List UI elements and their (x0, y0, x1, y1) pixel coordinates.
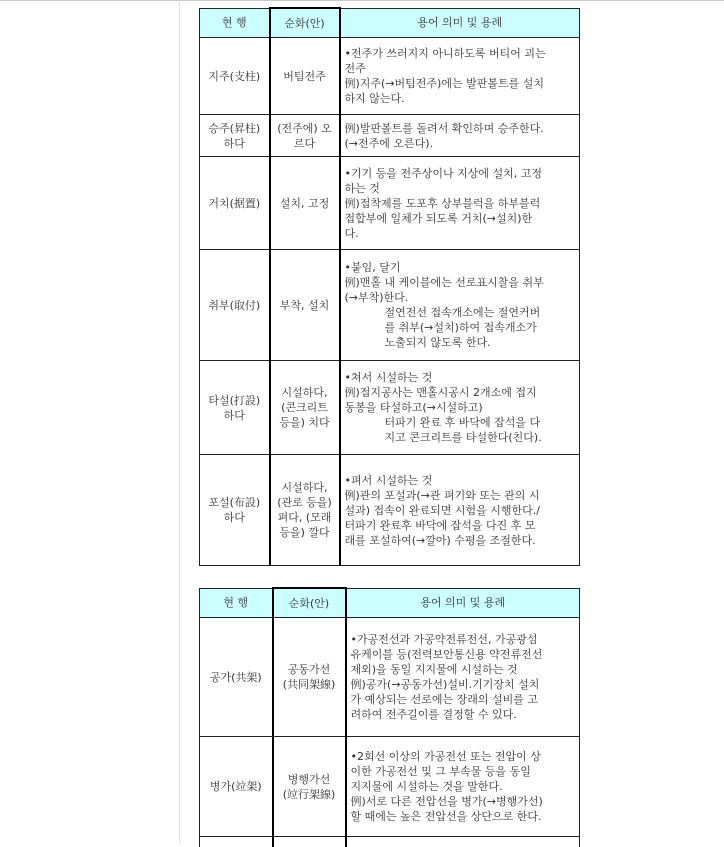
empty-cell (346, 837, 580, 847)
current-term-text: 거치(据置) (204, 196, 265, 211)
current-term-text: 병가(竝架) (204, 779, 268, 794)
purified-term-text: 펴다, (모래 (275, 510, 335, 525)
table-row-cutoff (200, 837, 580, 847)
meaning-usage-cell (346, 618, 580, 737)
meaning-line: •2회선 이상의 가공전선 또는 전압이 상 (351, 749, 576, 764)
table-row (200, 737, 580, 837)
page-top-border (0, 0, 724, 1)
meaning-line: 例)공가(→공동가선)설비.기기장치 설치 (351, 677, 576, 692)
purified-term-cell (270, 361, 340, 455)
header-purified-term: 순화(안) (273, 588, 346, 618)
purified-term-text: 시설하다, (275, 480, 335, 495)
table-row (200, 115, 580, 157)
table-row (200, 250, 580, 361)
empty-cell (273, 837, 346, 847)
current-term-text: 포설(布設) (204, 495, 265, 510)
purified-term-text: 등을) 깔다 (275, 525, 335, 540)
meaning-line: 例)발판볼트를 돌려서 확인하며 승주한다. (345, 121, 576, 136)
current-term-cell (200, 115, 270, 157)
purified-term-text: (전주에) 오 (275, 121, 335, 136)
meaning-line: •전주가 쓰러지지 아니하도록 버티어 괴는 (345, 46, 576, 61)
meaning-usage-cell (340, 157, 580, 250)
header-meaning-usage: 용어 의미 및 용례 (346, 588, 580, 618)
meaning-line: 래를 포설하여(→깔아) 수평을 조절한다. (345, 533, 576, 548)
purified-term-cell (273, 737, 346, 837)
meaning-line: 절연전선 접속개소에는 절연커버 (345, 305, 576, 320)
current-term-cell (200, 38, 270, 115)
current-term-cell (200, 157, 270, 250)
meaning-line: 例)관의 포설과(→관 펴기와 또는 관의 시 (345, 488, 576, 503)
meaning-line: 설과) 접속이 완료되면 시험을 시행한다./ (345, 503, 576, 518)
purified-term-text: 부착, 설치 (275, 298, 335, 313)
meaning-usage-cell (340, 115, 580, 157)
meaning-line: •펴서 시설하는 것 (345, 473, 576, 488)
table-row (200, 157, 580, 250)
current-term-text: 공가(共架) (204, 670, 268, 685)
purified-term-text: (콘크리트 (275, 400, 335, 415)
table-row (200, 618, 580, 737)
meaning-line: •붙임, 달기 (345, 260, 576, 275)
current-term-cell (200, 455, 270, 566)
purified-term-cell (273, 618, 346, 737)
meaning-line: 例)맨홀 내 케이블에는 선로표시찰을 취부 (345, 275, 576, 290)
purified-term-cell (270, 115, 340, 157)
meaning-line: 이한 가공전선 및 그 부속물 등을 동일 (351, 764, 576, 779)
meaning-line: 하는 것 (345, 181, 576, 196)
purified-term-cell (270, 38, 340, 115)
current-term-cell (200, 361, 270, 455)
meaning-line: 例)서로 다른 전압선을 병가(→병행가선) (351, 794, 576, 809)
header-current-term: 현 행 (200, 8, 270, 38)
current-term-cell (200, 618, 273, 737)
meaning-line: 전주 (345, 61, 576, 76)
header-purified-term: 순화(안) (270, 8, 340, 38)
purified-term-text: 병행가선 (278, 772, 341, 787)
purified-term-text: 등을) 치다 (275, 415, 335, 430)
current-term-text: 타설(打設) (204, 393, 265, 408)
meaning-line: 例)지주(→버팀전주)에는 발판볼트를 설치 (345, 76, 576, 91)
meaning-usage-cell (340, 38, 580, 115)
meaning-line: (→전주에 오른다). (345, 136, 576, 151)
purified-term-text: (관로 등을) (275, 495, 335, 510)
meaning-line: 지지물에 시설하는 것을 말한다. (351, 779, 576, 794)
empty-cell (200, 837, 273, 847)
current-term-cell (200, 250, 270, 361)
meaning-line: •가공전선과 가공약전류전선, 가공광섬 (351, 632, 576, 647)
header-current-term: 현 행 (200, 588, 273, 618)
table-row (200, 455, 580, 566)
meaning-usage-cell (340, 250, 580, 361)
meaning-line: 例)접지공사는 맨홀시공시 2개소에 접지 (345, 385, 576, 400)
purified-term-text: (共同架線) (278, 677, 341, 692)
meaning-line: 접합부에 일체가 되도록 거치(→설치)한 (345, 211, 576, 226)
purified-term-text: 르다 (275, 136, 335, 151)
table-row (200, 361, 580, 455)
meaning-line: 지고 콘크리트를 타설한다(친다). (345, 430, 576, 445)
terms-table-1 (199, 7, 580, 566)
purified-term-cell (270, 250, 340, 361)
current-term-text: 취부(取付) (204, 298, 265, 313)
purified-term-cell (270, 157, 340, 250)
meaning-line: 터파기 완료 후 바닥에 잡석을 다 (345, 415, 576, 430)
purified-term-text: 버팀전주 (275, 69, 335, 84)
current-term-text: 지주(支柱) (204, 69, 265, 84)
terms-table-2 (199, 587, 580, 847)
meaning-line: 例)접착제를 도포후 상부블럭을 하부블럭 (345, 196, 576, 211)
meaning-usage-cell (340, 455, 580, 566)
meaning-usage-cell (340, 361, 580, 455)
current-term-text: 하다 (204, 408, 265, 423)
purified-term-text: (竝行架線) (278, 787, 341, 802)
table-header-row (200, 8, 580, 38)
meaning-line: 노출되지 않도록 한다. (345, 335, 576, 350)
meaning-line: •기기 등을 전주상이나 지상에 설치, 고정 (345, 166, 576, 181)
table-header-row (200, 588, 580, 618)
meaning-line: (→부착)한다. (345, 290, 576, 305)
meaning-line: 동봉을 타설하고(→시설하고) (345, 400, 576, 415)
meaning-line: 하지 않는다. (345, 91, 576, 106)
current-term-cell (200, 737, 273, 837)
page-left-margin-line (179, 0, 180, 843)
meaning-line: 할 때에는 높은 전압선을 상단으로 한다. (351, 809, 576, 824)
meaning-line: 유케이블 등(전력보안통신용 약전류전선 (351, 647, 576, 662)
current-term-text: 하다 (204, 510, 265, 525)
header-meaning-usage: 용어 의미 및 용례 (340, 8, 580, 38)
purified-term-text: 시설하다, (275, 385, 335, 400)
purified-term-text: 공동가선 (278, 662, 341, 677)
meaning-line: 제외)을 동일 지지물에 시설하는 것 (351, 662, 576, 677)
meaning-line: •쳐서 시설하는 것 (345, 370, 576, 385)
meaning-line: 를 취부(→설치)하여 접속개소가 (345, 320, 576, 335)
meaning-line: 가 예상되는 선로에는 장래의 설비를 고 (351, 692, 576, 707)
table-row (200, 38, 580, 115)
purified-term-cell (270, 455, 340, 566)
purified-term-text: 설치, 고정 (275, 196, 335, 211)
meaning-line: 터파기 완료후 바닥에 잡석을 다진 후 모 (345, 518, 576, 533)
meaning-line: 다. (345, 226, 576, 241)
meaning-usage-cell (346, 737, 580, 837)
current-term-text: 하다 (204, 136, 265, 151)
current-term-text: 승주(昇柱) (204, 121, 265, 136)
meaning-line: 려하여 전주길이를 결정할 수 있다. (351, 707, 576, 722)
